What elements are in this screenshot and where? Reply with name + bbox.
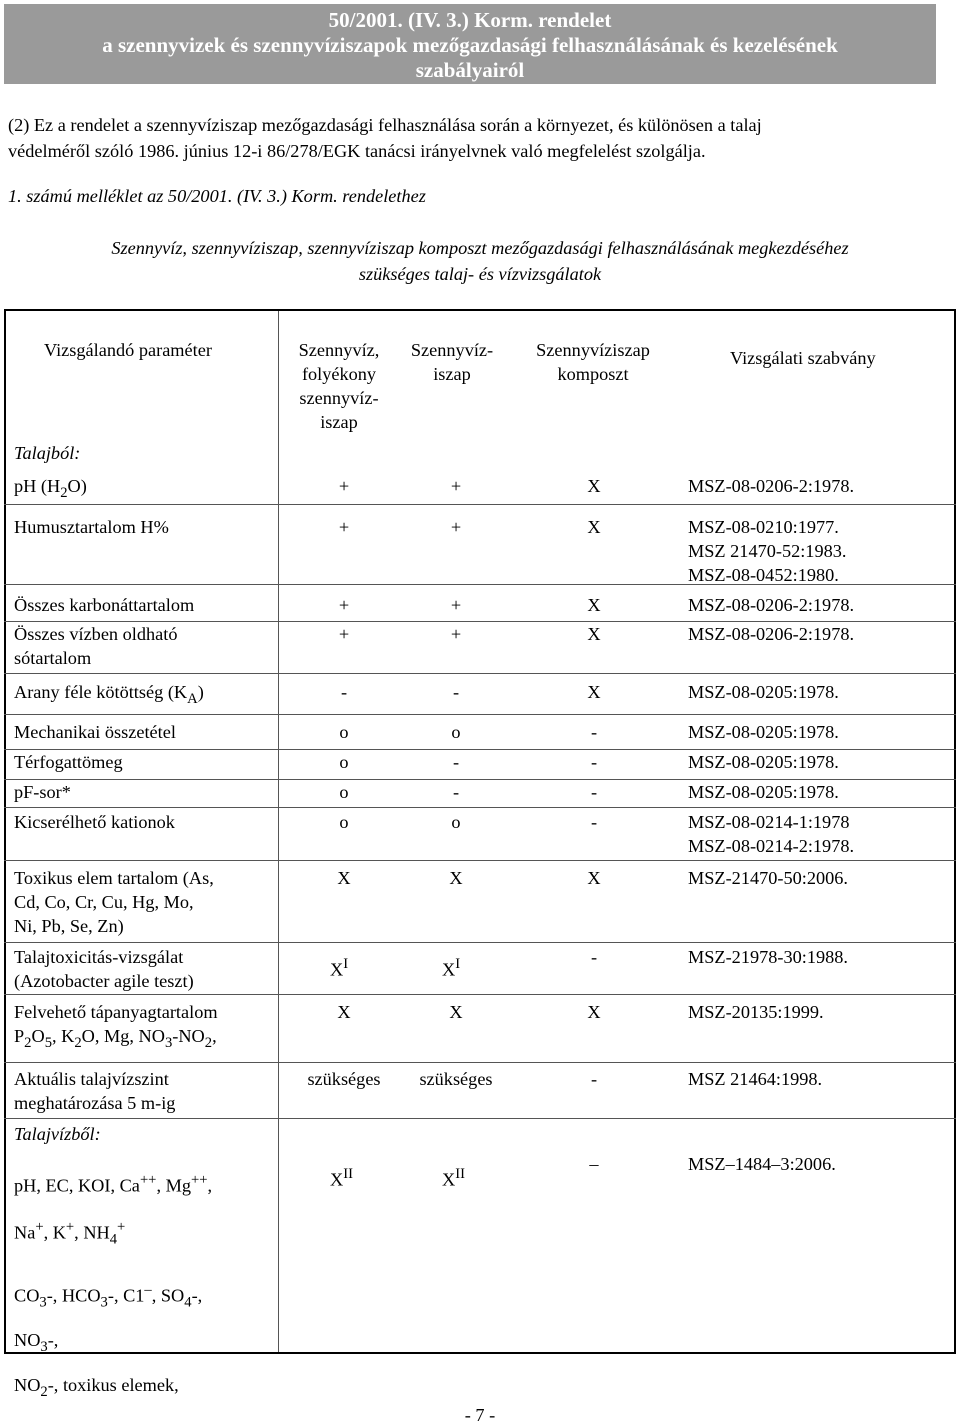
row-carbonate-std: MSZ-08-0206-2:1978. (688, 595, 855, 615)
intro-paragraph (8, 112, 952, 164)
row-arany-col2: - (452, 682, 460, 702)
row-ph-col1: + (338, 476, 350, 496)
header-col3-line: Szennyvíziszap (536, 340, 650, 360)
row-bulk-density-col3: - (590, 752, 598, 772)
formula-text: , SO (151, 1285, 185, 1306)
formula-sup: + (117, 1219, 126, 1236)
water-line4 (14, 1323, 212, 1364)
row-groundwater-col1: szükséges (307, 1069, 381, 1089)
row-mechanical-col3: - (590, 722, 598, 742)
formula-text: pH, EC, KOI, Ca (14, 1175, 140, 1196)
header-title-line2: a szennyvizek és szennyvíziszapok mezőgazdasági felhasználásának és kezelésének (102, 33, 838, 57)
formula-text: -, (191, 1285, 203, 1306)
formula-sub: 2 (40, 1384, 48, 1401)
row-divider (4, 673, 956, 674)
row-pf-col1: o (339, 782, 349, 802)
row-toxic-std: MSZ-21470-50:2006. (688, 868, 848, 888)
formula-text: NO (14, 1330, 41, 1351)
row-humus-col2: + (450, 517, 462, 537)
header-col2-line: iszap (433, 364, 471, 384)
mark-sup: I (343, 956, 349, 972)
row-ph-std: MSZ-08-0206-2:1978. (688, 476, 855, 496)
formula-text: CO (14, 1285, 40, 1306)
row-toxicity-test-param (14, 945, 194, 993)
row-salt-col2: + (450, 624, 462, 644)
section-water-label: Talajvízből: (14, 1124, 101, 1144)
row-water-col3: – (589, 1154, 599, 1174)
row-mechanical-std: MSZ-08-0205:1978. (688, 722, 839, 742)
formula-sup: – (144, 1281, 152, 1298)
formula-sup: + (65, 1219, 75, 1236)
formula-sub: 2 (74, 1035, 82, 1052)
row-cations-col1: o (339, 812, 349, 832)
row-groundwater-col3: - (590, 1069, 598, 1089)
row-nutrients-col1: X (337, 1002, 351, 1022)
formula-text: , K (43, 1222, 66, 1243)
row-bulk-density-col1: o (339, 752, 349, 772)
water-line2 (14, 1206, 212, 1260)
row-divider (4, 504, 956, 505)
formula-sub: 2 (24, 1035, 32, 1052)
mark-sup: II (455, 1166, 465, 1182)
row-humus-col3: X (587, 517, 601, 537)
formula-text: , (207, 1175, 213, 1196)
row-divider (4, 994, 956, 995)
nutrient-formula (14, 1024, 218, 1055)
row-divider (4, 714, 956, 715)
row-water-col2 (442, 1162, 465, 1191)
row-humus-param: Humusztartalom H% (14, 517, 169, 537)
row-mechanical-col1: o (339, 722, 349, 742)
row-nutrients-param (14, 1000, 218, 1055)
formula-sub: 3 (40, 1339, 48, 1356)
mark-text: X (442, 959, 456, 980)
formula-text: -, toxikus elemek, (47, 1375, 179, 1396)
mark-text: X (442, 1169, 456, 1190)
header-title-line3: szabályairól (415, 58, 525, 82)
header-col1 (284, 338, 394, 434)
formula-sub: 2 (204, 1035, 213, 1052)
formula-text: , K (52, 1026, 75, 1046)
row-arany-col3: X (587, 682, 601, 702)
formula-text: -NO (172, 1026, 205, 1046)
header-standard: Vizsgálati szabvány (730, 348, 876, 368)
param-text: ) (197, 682, 204, 702)
formula-text: O (31, 1026, 45, 1046)
row-water-col1 (330, 1162, 353, 1191)
subtitle-line1: Szennyvíz, szennyvíziszap, szennyvíziszap komposzt mezőgazdasági felhasználásának megkezdéséhez (111, 238, 849, 258)
formula-sub: 5 (44, 1035, 52, 1052)
row-carbonate-param: Összes karbonáttartalom (14, 595, 195, 615)
formula-text: , Mg (156, 1175, 191, 1196)
row-bulk-density-param: Térfogattömeg (14, 752, 123, 772)
std-line: MSZ-08-0214-2:1978. (688, 836, 855, 856)
row-toxic-col1: X (337, 868, 351, 888)
row-mechanical-col2: o (451, 722, 461, 742)
row-bulk-density-col2: - (452, 752, 460, 772)
header-col1-line: szennyvíz- (299, 388, 379, 408)
formula-text: NO (14, 1375, 41, 1396)
row-toxic-col2: X (449, 868, 463, 888)
std-line: MSZ-08-0452:1980. (688, 565, 839, 585)
row-mechanical-param: Mechanikai összetétel (14, 722, 176, 742)
row-salt-param (14, 622, 177, 670)
formula-text: O, Mg, NO (81, 1026, 165, 1046)
row-bulk-density-std: MSZ-08-0205:1978. (688, 752, 839, 772)
formula-sub: 3 (164, 1035, 173, 1052)
row-pf-col3: - (590, 782, 598, 802)
param-line: Összes vízben oldható (14, 624, 178, 644)
row-toxicity-test-std: MSZ-21978-30:1988. (688, 947, 848, 967)
param-line: Felvehető tápanyagtartalom (14, 1002, 218, 1022)
row-arany-param (14, 680, 204, 711)
header-col3-line: komposzt (557, 364, 629, 384)
table-subtitle (0, 235, 960, 287)
row-salt-std: MSZ-08-0206-2:1978. (688, 624, 855, 644)
param-line: Talajtoxicitás-vizsgálat (14, 947, 184, 967)
row-arany-std: MSZ-08-0205:1978. (688, 682, 839, 702)
row-divider (4, 860, 956, 861)
row-pf-col2: - (452, 782, 460, 802)
param-text: pH (H (14, 476, 61, 496)
formula-sup: ++ (139, 1172, 157, 1188)
param-text: O) (67, 476, 87, 496)
row-humus-std (688, 515, 846, 587)
water-line3 (14, 1269, 212, 1323)
row-divider (4, 1118, 956, 1119)
row-groundwater-param (14, 1067, 175, 1115)
formula-text: -, (47, 1330, 59, 1351)
row-salt-col1: + (338, 624, 350, 644)
row-ph-param (14, 474, 87, 505)
row-groundwater-col2: szükséges (419, 1069, 493, 1089)
section-soil-label: Talajból: (14, 443, 81, 463)
param-sub: A (187, 691, 198, 708)
row-nutrients-col2: X (449, 1002, 463, 1022)
header-col2 (397, 338, 507, 386)
document-header (4, 4, 936, 84)
param-line: Cd, Co, Cr, Cu, Hg, Mo, (14, 892, 194, 912)
formula-sub: 4 (184, 1294, 192, 1311)
row-carbonate-col2: + (450, 595, 462, 615)
row-water-std: MSZ–1484–3:2006. (688, 1154, 836, 1174)
subtitle-line2: szükséges talaj- és vízvizsgálatok (358, 264, 602, 284)
formula-sup: + (35, 1219, 44, 1236)
row-nutrients-col3: X (587, 1002, 601, 1022)
row-toxic-param (14, 866, 214, 938)
formula-sub: 4 (109, 1231, 118, 1248)
formula-sup: ++ (190, 1172, 208, 1188)
formula-text: -, HCO (46, 1285, 101, 1306)
row-ph-col2: + (450, 476, 462, 496)
formula-sub: 3 (39, 1294, 47, 1311)
water-line1 (14, 1159, 212, 1206)
row-toxicity-test-col3: - (590, 947, 598, 967)
header-col2-line: Szennyvíz- (410, 340, 494, 360)
formula-text: P (14, 1026, 25, 1046)
row-carbonate-col3: X (587, 595, 601, 615)
row-divider (4, 1062, 956, 1063)
row-cations-std (688, 810, 854, 858)
annex-title: 1. számú melléklet az 50/2001. (IV. 3.) Korm. rendelethez (8, 186, 426, 206)
paragraph-line1: (2) Ez a rendelet a szennyvíziszap mezőgazdasági felhasználása során a környezet, és különösen a talaj (8, 115, 762, 135)
std-line: MSZ-08-0214-1:1978 (688, 812, 850, 832)
row-pf-std: MSZ-08-0205:1978. (688, 782, 839, 802)
param-line: Aktuális talajvízszint (14, 1069, 169, 1089)
param-line: sótartalom (14, 648, 92, 668)
row-arany-col1: - (340, 682, 348, 702)
header-col1-line: iszap (320, 412, 358, 432)
param-line: (Azotobacter agile teszt) (14, 971, 194, 991)
header-param: Vizsgálandó paraméter (44, 340, 212, 360)
formula-text: , (212, 1026, 217, 1046)
param-text: Arany féle kötöttség (K (14, 682, 188, 702)
header-col1-line: folyékony (301, 364, 377, 384)
row-nutrients-std: MSZ-20135:1999. (688, 1002, 824, 1022)
row-ph-col3: X (587, 476, 601, 496)
formula-sub: 3 (100, 1294, 108, 1311)
header-col1-line: Szennyvíz, (298, 340, 380, 360)
formula-text: , NH (74, 1222, 110, 1243)
row-salt-col3: X (587, 624, 601, 644)
param-line: Ni, Pb, Se, Zn) (14, 916, 124, 936)
row-toxic-col3: X (587, 868, 601, 888)
row-humus-col1: + (338, 517, 350, 537)
param-line: Toxikus elem tartalom (As, (14, 868, 214, 888)
mark-text: X (330, 1169, 344, 1190)
header-col3 (518, 338, 668, 386)
row-cations-col2: o (451, 812, 461, 832)
row-divider (4, 942, 956, 943)
std-line: MSZ 21470-52:1983. (688, 541, 847, 561)
param-line: meghatározása 5 m-ig (14, 1093, 176, 1113)
mark-text: X (330, 959, 344, 980)
row-pf-param: pF-sor* (14, 782, 71, 802)
row-cations-param: Kicserélhető kationok (14, 812, 175, 832)
mark-sup: I (455, 956, 461, 972)
mark-sup: II (343, 1166, 353, 1182)
header-title-line1: 50/2001. (IV. 3.) Korm. rendelet (328, 8, 612, 32)
column-divider (278, 311, 279, 1352)
row-groundwater-std: MSZ 21464:1998. (688, 1069, 823, 1089)
param-sub: 2 (60, 485, 68, 502)
row-carbonate-col1: + (338, 595, 350, 615)
formula-text: Na (14, 1222, 36, 1243)
row-toxicity-test-col1 (330, 952, 348, 981)
row-cations-col3: - (590, 812, 598, 832)
row-toxicity-test-col2 (442, 952, 460, 981)
paragraph-line2: védelméről szóló 1986. június 12-i 86/278/EGK tanácsi irányelvnek való megfelelést szolgálja. (8, 141, 706, 161)
std-line: MSZ-08-0210:1977. (688, 517, 839, 537)
page-number: - 7 - (464, 1405, 496, 1425)
formula-text: -, C1 (107, 1285, 145, 1306)
row-divider (4, 807, 956, 808)
row-water-param (14, 1159, 212, 1413)
